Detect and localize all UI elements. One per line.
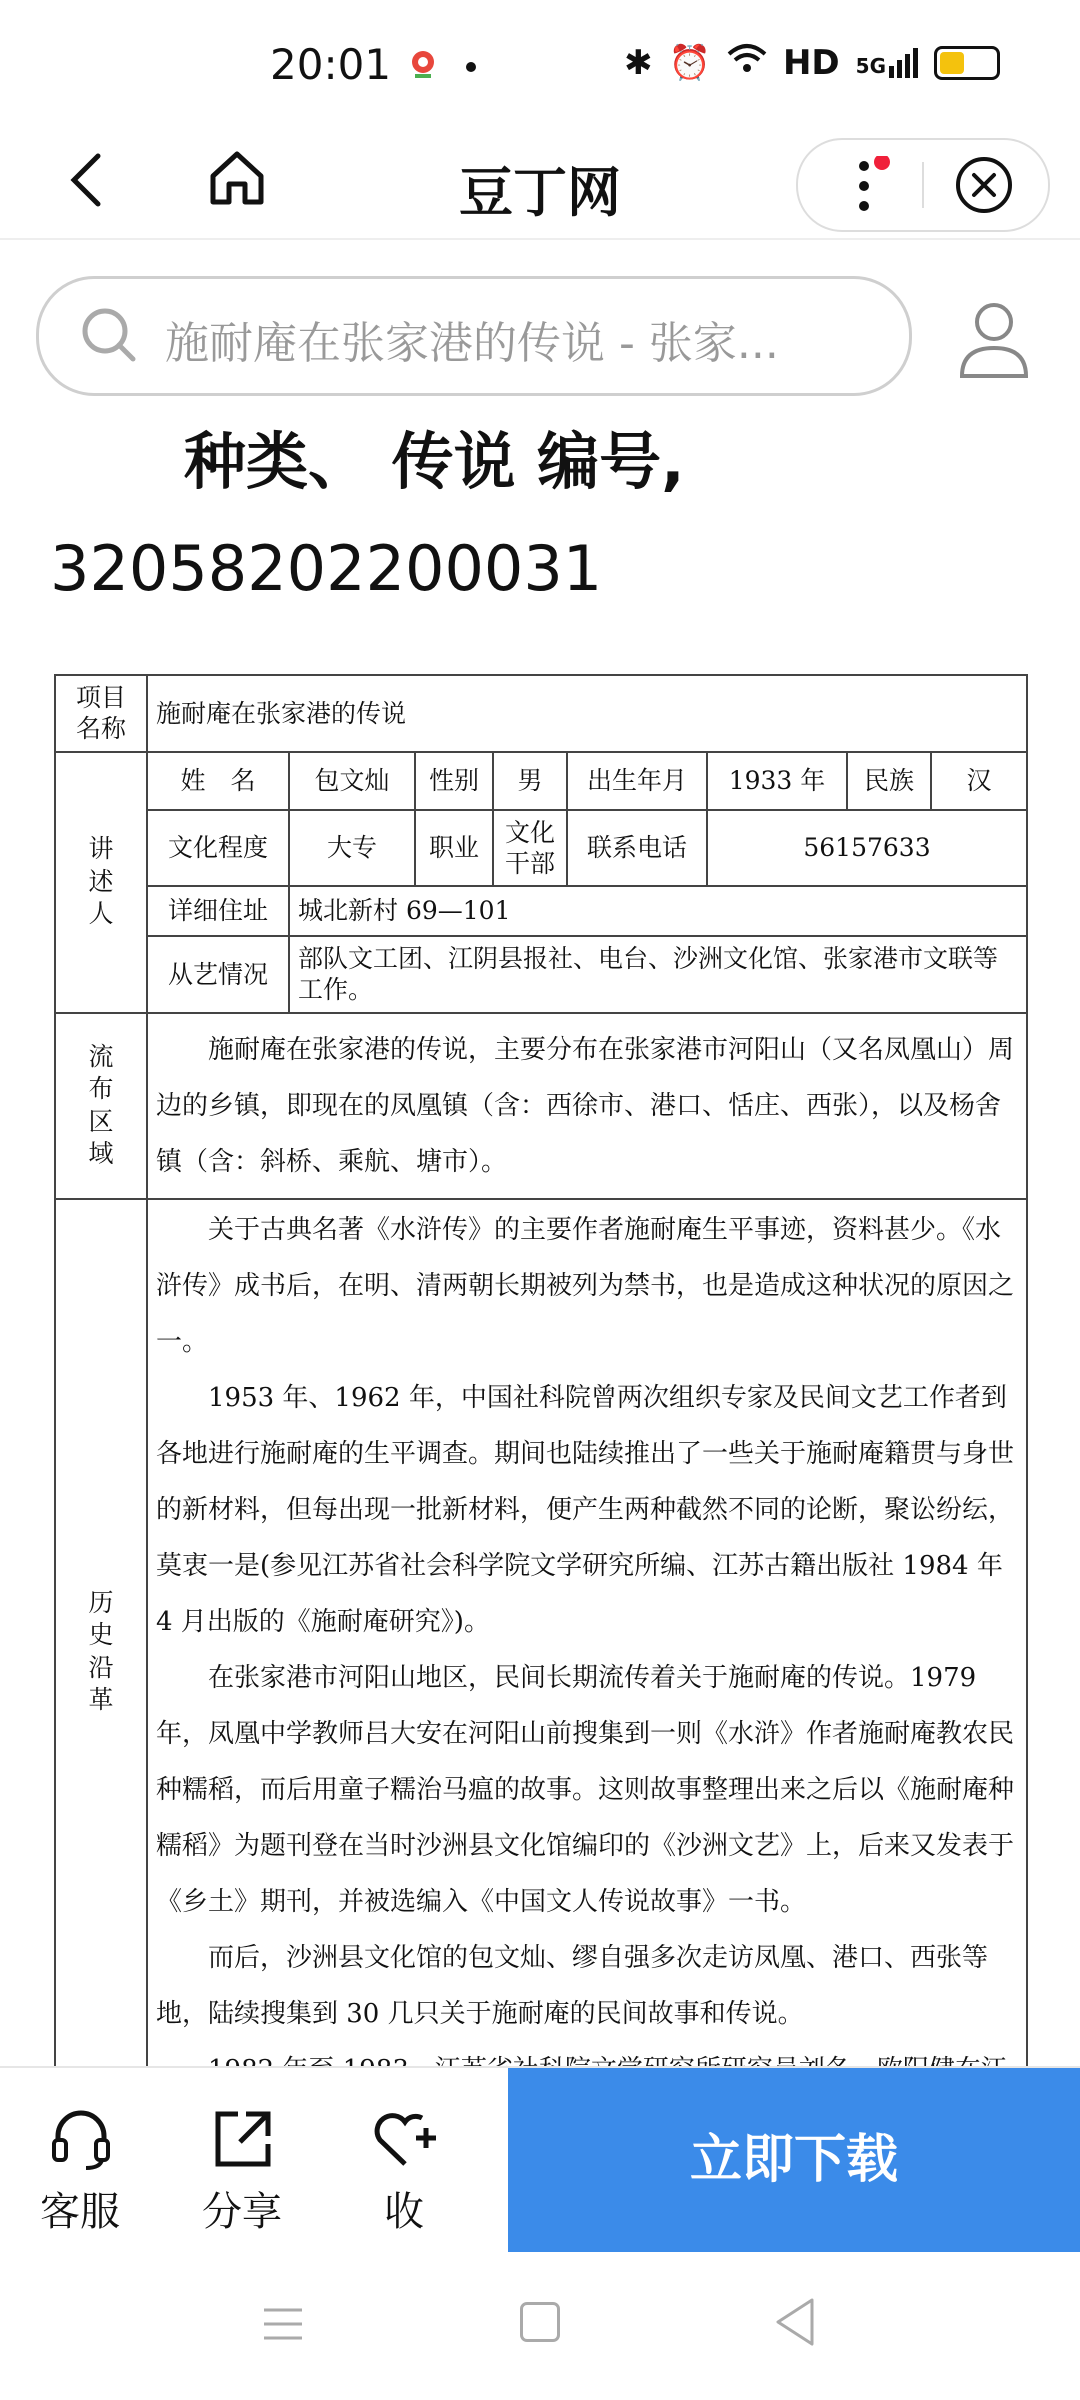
address-label: 详细住址: [147, 886, 289, 936]
share-icon: [208, 2104, 278, 2174]
status-icons: [624, 42, 1000, 83]
region-cell: [147, 1013, 1027, 1199]
wifi-icon: [727, 42, 767, 83]
bluetooth-icon: ✱: [624, 42, 653, 83]
search-icon: [79, 305, 139, 365]
signal-icon: [856, 48, 918, 78]
job-label: 职业: [415, 810, 493, 887]
share-button[interactable]: [172, 2068, 312, 2254]
app-bar: [0, 130, 1080, 240]
battery-icon: [934, 46, 1000, 80]
phone-value: 56157633: [707, 810, 1027, 887]
doc-number-line: 32058202200031: [50, 532, 603, 605]
job-value: 文化干部: [493, 810, 567, 887]
phone-label: 联系电话: [567, 810, 707, 887]
recent-apps-button[interactable]: [262, 2304, 304, 2344]
doc-category-line: 种类、 传说 编号,: [184, 425, 685, 498]
status-time: 20:01: [270, 40, 392, 89]
notification-dot-icon: [466, 62, 476, 72]
history-label: 历 史 沿 革: [55, 1199, 147, 2105]
education-label: 文化程度: [147, 810, 289, 887]
history-paragraph: 关于古典名著《水浒传》的主要作者施耐庵生平事迹，资料甚少。《水浒传》成书后，在明、清两朝长期被列为禁书，也是造成这种状况的原因之一。: [156, 1214, 1015, 1357]
network-type: HD: [782, 42, 840, 83]
system-nav-bar: [0, 2252, 1080, 2400]
history-paragraph: 而后，沙洲县文化馆的包文灿、缪自强多次走访凤凰、港口、西张等地，陆续搜集到 30 几只关于施耐庵的民间故事和传说。: [156, 1942, 989, 2029]
history-paragraph: 1953 年、1962 年，中国社科院曾两次组织专家及民间文艺工作者到各地进行施耐庵的生平调查。期间也陆续推出了一些关于施耐庵籍贯与身世的新材料，但每出现一批新材料，便产生两种截然不同的论断，聚讼纷纭，莫衷一是(参见江苏省社会科学院文学研究所编、江苏古籍出版社 1984 年 4 月出版的《施耐庵研究》)。: [156, 1382, 1015, 1637]
name-label: 姓 名: [147, 752, 289, 810]
ethnic-label: 民族: [847, 752, 931, 810]
art-value: 部队文工团、江阴县报社、电台、沙洲文化馆、张家港市文联等工作。: [289, 936, 1027, 1013]
customer-service-button[interactable]: [10, 2068, 150, 2254]
heart-plus-icon: [370, 2104, 440, 2174]
more-menu-button[interactable]: [854, 156, 874, 216]
education-value: 大专: [289, 810, 415, 887]
gender-label: 性别: [415, 752, 493, 810]
region-text: 施耐庵在张家港的传说，主要分布在张家港市河阳山（又名凤凰山）周边的乡镇，即现在的凤凰镇（含：西徐市、港口、恬庄、西张），以及杨舍镇（含：斜桥、乘航、塘市）。: [156, 1034, 1015, 1177]
user-icon[interactable]: [956, 300, 1032, 380]
system-home-button[interactable]: [520, 2302, 560, 2342]
signal-label: 5G: [855, 53, 886, 78]
capsule-divider: [922, 162, 924, 208]
headset-icon: [46, 2104, 116, 2174]
download-button[interactable]: 立即下载: [508, 2068, 1080, 2252]
document-table: [54, 674, 1026, 2056]
name-value: 包文灿: [289, 752, 415, 810]
share-label: 分享: [202, 2189, 282, 2235]
home-button[interactable]: [205, 146, 269, 210]
back-button[interactable]: [60, 150, 120, 210]
address-value: 城北新村 69—101: [289, 886, 1027, 936]
art-label: 从艺情况: [147, 936, 289, 1013]
search-bar[interactable]: [36, 276, 912, 396]
alarm-icon: ⏰: [668, 42, 711, 83]
history-cell: [147, 1199, 1027, 2105]
status-bar: [0, 0, 1080, 130]
gender-value: 男: [493, 752, 567, 810]
birth-value: 1933 年: [707, 752, 847, 810]
map-pin-icon: [405, 48, 441, 84]
region-label: 流 布 区 域: [55, 1013, 147, 1199]
customer-service-label: 客服: [40, 2189, 120, 2235]
item-name-value: 施耐庵在张家港的传说: [147, 675, 1027, 752]
history-paragraph: 在张家港市河阳山地区，民间长期流传着关于施耐庵的传说。1979 年，凤凰中学教师吕大安在河阳山前搜集到一则《水浒》作者施耐庵教农民种糯稻，而后用童子糯治马瘟的故事。这则故事整理出来之后以《施耐庵种糯稻》为题刊登在当时沙洲县文化馆编印的《沙洲文艺》上，后来又发表于《乡土》期刊，并被选编入《中国文人传说故事》一书。: [156, 1662, 1015, 1917]
page-title: 豆丁网: [459, 161, 621, 224]
collect-label: 收: [384, 2189, 424, 2235]
item-name-label: 项目名称: [55, 675, 147, 752]
narrator-label: 讲 述 人: [55, 752, 147, 1013]
collect-button[interactable]: [334, 2068, 474, 2254]
search-input[interactable]: 施耐庵在张家港的传说 - 张家...: [165, 318, 779, 369]
birth-label: 出生年月: [567, 752, 707, 810]
mini-program-capsule: [796, 138, 1050, 232]
ethnic-value: 汉: [931, 752, 1027, 810]
system-back-button[interactable]: [772, 2296, 816, 2348]
close-button[interactable]: [953, 154, 1015, 216]
